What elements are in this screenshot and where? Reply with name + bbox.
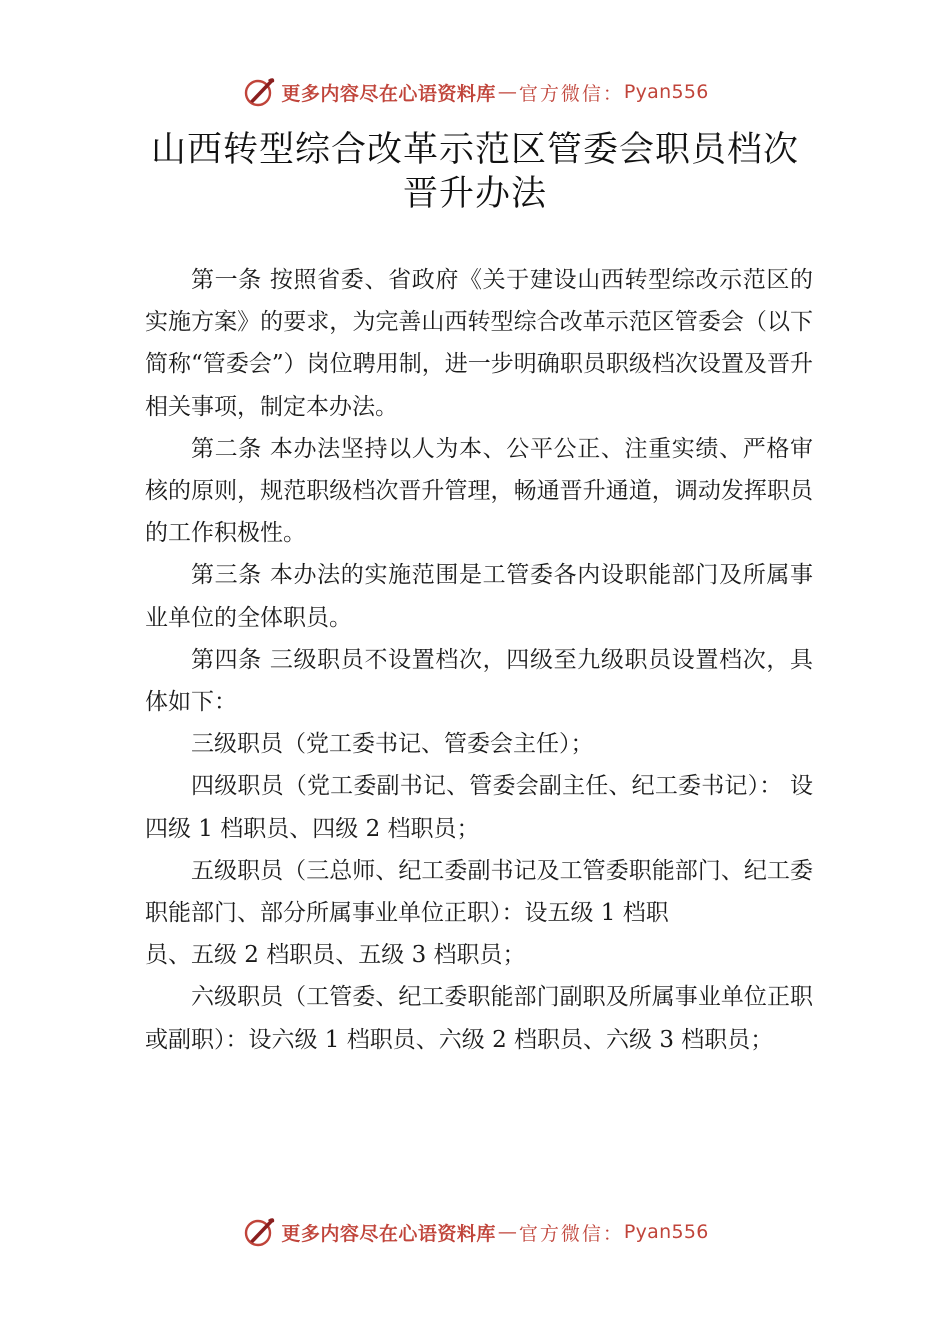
level-3-paragraph: 三级职员（党工委书记、管委会主任）； (191, 731, 594, 758)
title-line-2: 晋升办法 (402, 174, 547, 214)
document-title (120, 128, 830, 216)
article-1-paragraph: 第一条 按照省委、省政府《关于建设山西转型综改示范区的实施方案》的要求，为完善山西转型综合改革示范区管委会（以下简称“管委会”）岗位聘用制，进一步明确职员职级档次设置及晋升相关事项，制定本办法。 (145, 267, 813, 420)
watermark-footer (0, 1212, 950, 1252)
watermark-text: 更多内容尽在心语资料库 (281, 1222, 496, 1245)
quill-logo-icon (241, 74, 277, 110)
level-5-continuation: 员、五级 2 档职员、五级 3 档职员； (145, 942, 526, 969)
watermark-wechat-id: Pyan556 (623, 81, 709, 103)
document-body (145, 259, 813, 1061)
watermark-header (0, 72, 950, 112)
watermark-wechat-id: Pyan556 (623, 1221, 709, 1243)
article-3-paragraph: 第三条 本办法的实施范围是工管委各内设职能部门及所属事业单位的全体职员。 (145, 562, 813, 631)
watermark-separator: — (497, 1221, 517, 1243)
level-5-paragraph: 五级职员（三总师、纪工委副书记及工管委职能部门、纪工委职能部门、部分所属事业单位正职）：设五级 1 档职 (145, 857, 813, 927)
title-line-1: 山西转型综合改革示范区管委会职员档次 (150, 130, 799, 170)
level-6-paragraph: 六级职员（工管委、纪工委职能部门副职及所属事业单位正职或副职）：设六级 1 档职员、六级 2 档职员、六级 3 档职员； (145, 984, 813, 1053)
level-4-paragraph: 四级职员（党工委副书记、管委会副主任、纪工委书记）： 设四级 1 档职员、四级 2 档职员； (145, 773, 813, 842)
watermark-text: 更多内容尽在心语资料库 (281, 82, 496, 105)
watermark-separator: — (497, 81, 517, 103)
quill-logo-icon (241, 1214, 277, 1250)
watermark-wechat-label: 官方微信： (518, 1222, 624, 1245)
article-4-paragraph: 第四条 三级职员不设置档次，四级至九级职员设置档次，具体如下： (145, 646, 813, 716)
watermark-wechat-label: 官方微信： (518, 82, 624, 105)
article-2-paragraph: 第二条 本办法坚持以人为本、公平公正、注重实绩、严格审核的原则，规范职级档次晋升管理，畅通晋升通道，调动发挥职员的工作积极性。 (145, 435, 813, 547)
